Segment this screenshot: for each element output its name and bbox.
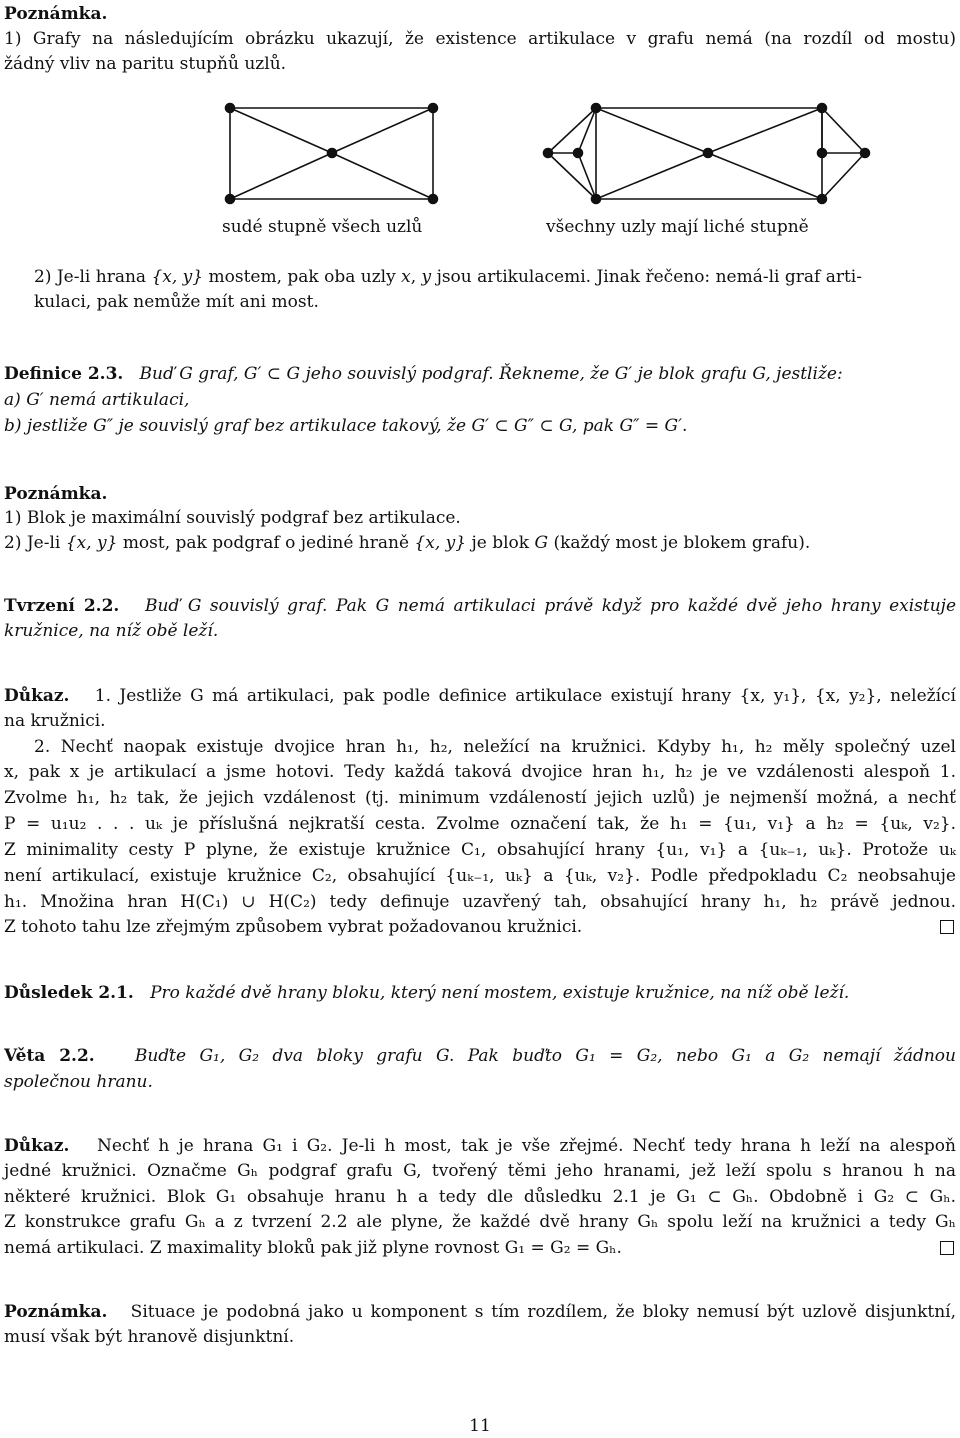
definition-line-a: a) G′ nemá artikulaci, bbox=[4, 390, 190, 410]
edge bbox=[548, 153, 596, 199]
node bbox=[861, 149, 870, 158]
edge bbox=[332, 108, 433, 153]
proof2-line5: nemá artikulaci. Z maximality bloků pak již plyne rovnost G₁ = G₂ = Gₕ. bbox=[4, 1238, 622, 1258]
note1-line1: 1) Grafy na následujícím obrázku ukazují, že existence artikulace v grafu nemá (na rozdíl od mostu) bbox=[4, 29, 956, 49]
theorem22-line2: kružnice, na níž obě leží. bbox=[4, 621, 219, 641]
edge bbox=[230, 153, 332, 199]
node bbox=[574, 149, 583, 158]
note1-item2-line2: kulaci, pak nemůže mít ani most. bbox=[34, 292, 319, 312]
definition-line1: Definice 2.3. Buď G graf, G′ ⊂ G jeho souvislý podgraf. Řekneme, že G′ je blok grafu G, jestliže: bbox=[4, 364, 843, 384]
qed-square-1 bbox=[940, 920, 954, 934]
theorem-v22-line1: Věta 2.2. Buďte G₁, G₂ dva bloky grafu G. Pak buďto G₁ = G₂, nebo G₁ a G₂ nemají žádnou bbox=[4, 1046, 956, 1066]
node bbox=[328, 149, 337, 158]
theorem-v22-line2: společnou hranu. bbox=[4, 1072, 153, 1092]
proof2-line1: Důkaz. Nechť h je hrana G₁ i G₂. Je-li h most, tak je vše zřejmé. Nechť tedy hrana h leží na alespoň bbox=[4, 1136, 956, 1156]
proof1-line10: Z tohoto tahu lze zřejmým způsobem vybrat požadovanou kružnici. bbox=[4, 917, 583, 937]
edge bbox=[578, 153, 596, 199]
node bbox=[704, 149, 713, 158]
proof2-line2: jedné kružnici. Označme Gₕ podgraf grafu G, tvořený těmi jeho hranami, jež leží spolu s hranou h na bbox=[4, 1161, 956, 1181]
node bbox=[818, 104, 827, 113]
node bbox=[226, 195, 235, 204]
edge bbox=[230, 108, 332, 153]
proof1-line3: 2. Nechť naopak existuje dvojice hran h₁, h₂, neležící na kružnici. Kdyby h₁, h₂ měly společný uzel bbox=[34, 737, 956, 757]
edge bbox=[596, 108, 708, 153]
proof2-line4: Z konstrukce grafu Gₕ a z tvrzení 2.2 ale plyne, že každé dvě hrany Gₕ spolu leží na kružnici a tedy Gₕ bbox=[4, 1212, 956, 1232]
note2-heading: Poznámka. bbox=[4, 484, 108, 504]
proof1-line1: Důkaz. 1. Jestliže G má artikulaci, pak podle definice artikulace existují hrany {x, y₁}, {x, y₂}, neležící bbox=[4, 686, 956, 706]
note1-item2-line1: 2) Je-li hrana {x, y} mostem, pak oba uzly x, y jsou artikulacemi. Jinak řečeno: nemá-li graf arti- bbox=[34, 267, 862, 287]
left-graph bbox=[226, 104, 438, 204]
proof1-line8: není artikulací, existuje kružnice C₂, obsahující {uₖ₋₁, uₖ} a {uₖ, v₂}. Podle předpokladu C₂ neobsahuje bbox=[4, 866, 956, 886]
edge bbox=[708, 153, 822, 199]
page-number: 11 bbox=[469, 1416, 491, 1436]
note2-line1: 1) Blok je maximální souvislý podgraf bez artikulace. bbox=[4, 508, 461, 528]
note1-line2: žádný vliv na paritu stupňů uzlů. bbox=[4, 54, 287, 74]
edge bbox=[578, 108, 596, 153]
proof1-line6: P = u₁u₂ . . . uₖ je příslušná nejkratší cesta. Zvolme označení tak, že h₁ = {u₁, v₁} a h₂ = {uₖ, v₂}. bbox=[4, 814, 956, 834]
theorem22-line1: Tvrzení 2.2. Buď G souvislý graf. Pak G nemá artikulaci právě když pro každé dvě jeho hrany existuje bbox=[4, 596, 957, 616]
edge bbox=[822, 108, 865, 153]
node bbox=[429, 104, 438, 113]
caption-right: všechny uzly mají liché stupně bbox=[546, 217, 809, 237]
proof1-line9: h₁. Množina hran H(C₁) ∪ H(C₂) tedy definuje uzavřený tah, obsahující hrany h₁, h₂ právě jednou. bbox=[4, 892, 956, 912]
note1-heading: Poznámka. bbox=[4, 4, 108, 24]
proof1-line7: Z minimality cesty P plyne, že existuje kružnice C₁, obsahující hrany {u₁, v₁} a {uₖ₋₁, uₖ}. Protože uₖ bbox=[4, 840, 956, 860]
note2-line2: 2) Je-li {x, y} most, pak podgraf o jediné hraně {x, y} je blok G (každý most je blokem grafu). bbox=[4, 533, 811, 553]
definition-line-b: b) jestliže G″ je souvislý graf bez artikulace takový, že G′ ⊂ G″ ⊂ G, pak G″ = G′. bbox=[4, 416, 688, 436]
right-graph bbox=[544, 104, 870, 204]
corollary-line: Důsledek 2.1. Pro každé dvě hrany bloku, který není mostem, existuje kružnice, na níž obě leží. bbox=[4, 983, 850, 1003]
node bbox=[429, 195, 438, 204]
graphs-figure bbox=[0, 88, 960, 218]
edge bbox=[596, 153, 708, 199]
node bbox=[592, 104, 601, 113]
proof2-line3: některé kružnici. Blok G₁ obsahuje hranu h a tedy dle důsledku 2.1 je G₁ ⊂ Gₕ. Obdobně i G₂ ⊂ Gₕ. bbox=[4, 1187, 956, 1207]
proof1-line5: Zvolme h₁, h₂ tak, že jejich vzdálenost (tj. minimum vzdáleností jejich uzlů) je nejmenší možná, a nechť bbox=[4, 788, 956, 808]
qed-square-2 bbox=[940, 1241, 954, 1255]
node bbox=[818, 195, 827, 204]
edge bbox=[548, 108, 596, 153]
note3-line1: Poznámka. Situace je podobná jako u komponent s tím rozdílem, že bloky nemusí být uzlově disjunktní, bbox=[4, 1302, 956, 1322]
note3-line2: musí však být hranově disjunktní. bbox=[4, 1327, 295, 1347]
node bbox=[818, 149, 827, 158]
node bbox=[592, 195, 601, 204]
proof1-line4: x, pak x je artikulací a jsme hotovi. Tedy každá taková dvojice hran h₁, h₂ je ve vzdálenosti alespoň 1. bbox=[4, 762, 956, 782]
node bbox=[226, 104, 235, 113]
node bbox=[544, 149, 553, 158]
edge bbox=[708, 108, 822, 153]
edge bbox=[332, 153, 433, 199]
caption-left: sudé stupně všech uzlů bbox=[222, 217, 423, 237]
edge bbox=[822, 153, 865, 199]
proof1-line2: na kružnici. bbox=[4, 711, 106, 731]
